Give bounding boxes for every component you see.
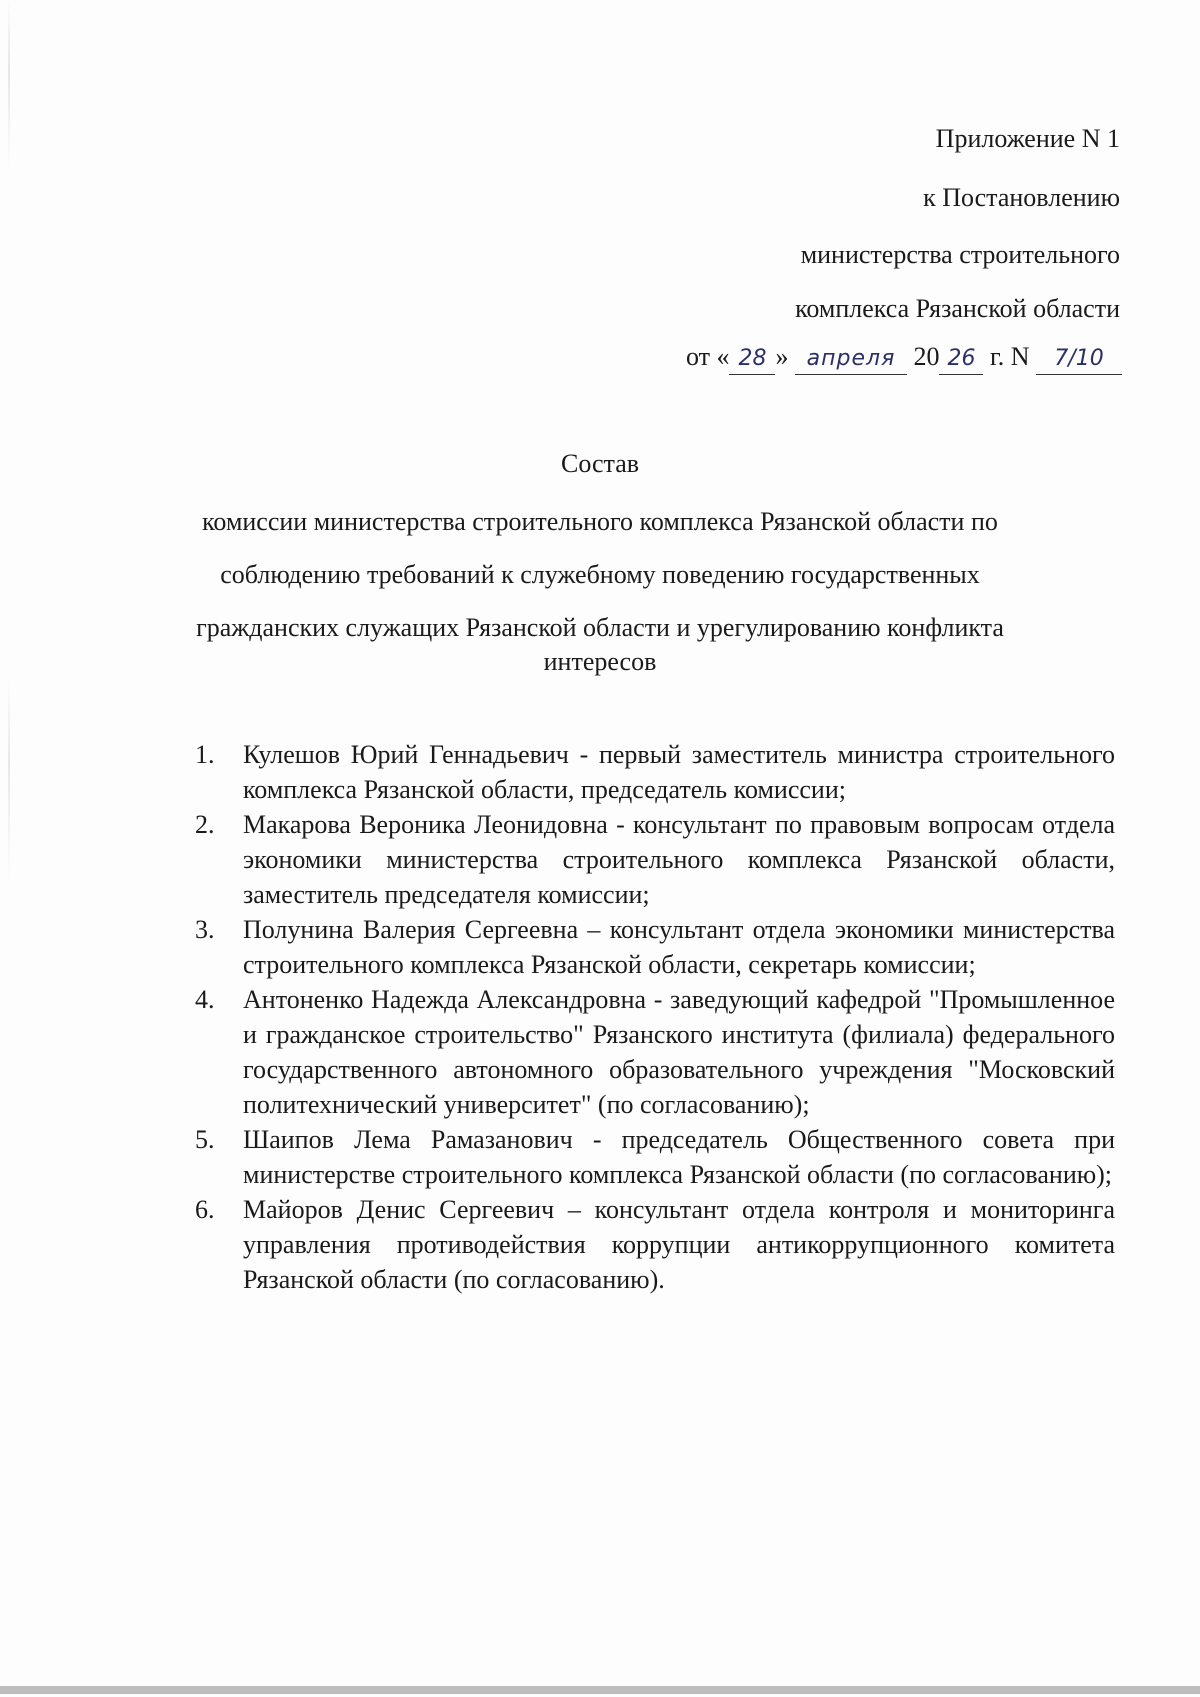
list-item-text: Кулешов Юрий Геннадьевич - первый заместитель министра строительного комплекса Рязанской области, председатель комиссии; (243, 740, 1115, 804)
list-item-number: 5. (195, 1125, 215, 1154)
list-item-text: Полунина Валерия Сергеевна – консультант отдела экономики министерства строительного комплекса Рязанской области, секретарь комиссии; (243, 915, 1115, 979)
list-item-text: Шаипов Лема Рамазанович - председатель Общественного совета при министерстве строительного комплекса Рязанской области (по согласованию); (243, 1125, 1115, 1189)
handwritten-year: 26 (939, 344, 983, 375)
scan-edge-left (8, 0, 10, 1697)
document-heading: Состав (560, 449, 640, 478)
list-item (195, 1122, 1115, 1192)
list-item-text: Антоненко Надежда Александровна - заведующий кафедрой "Промышленное и гражданское строительство" Рязанского института (филиала) федерального государственного автономного образовательного учреждения "Московский политехнический университет" (по согласованию); (243, 985, 1115, 1119)
heading-line-1: комиссии министерства строительного комплекса Рязанской области по (202, 507, 998, 536)
heading-line-3: гражданских служащих Рязанской области и урегулированию конфликта (196, 613, 1004, 642)
commission-members-list (195, 737, 1115, 1297)
list-item-number: 1. (195, 740, 215, 769)
list-item-number: 4. (195, 985, 215, 1014)
appendix-number: Приложение N 1 (935, 124, 1120, 153)
list-item (195, 912, 1115, 982)
date-after-day: » (775, 342, 789, 371)
list-item-number: 2. (195, 810, 215, 839)
number-label: г. N (989, 342, 1030, 371)
handwritten-month: апреля (795, 344, 907, 375)
list-item-number: 3. (195, 915, 215, 944)
year-prefix: 20 (913, 342, 940, 371)
heading-line-2: соблюдению требований к служебному поведению государственных (220, 560, 980, 589)
list-item (195, 807, 1115, 912)
list-item-text: Майоров Денис Сергеевич – консультант отдела контроля и мониторинга управления противодействия коррупции антикоррупционного комитета Рязанской области (по согласованию). (243, 1195, 1115, 1294)
appendix-ministry: министерства строительного (800, 240, 1120, 269)
list-item (195, 1192, 1115, 1297)
resolution-date-line (686, 342, 1122, 375)
date-prefix: от « (685, 342, 730, 371)
handwritten-day: 28 (729, 344, 775, 375)
list-item (195, 982, 1115, 1122)
handwritten-number: 7/10 (1036, 344, 1122, 375)
list-item-text: Макарова Вероника Леонидовна - консультант по правовым вопросам отдела экономики министерства строительного комплекса Рязанской области, заместитель председателя комиссии; (243, 810, 1115, 909)
appendix-region: комплекса Рязанской области (795, 294, 1120, 323)
appendix-to-resolution: к Постановлению (923, 183, 1120, 212)
list-item-number: 6. (195, 1195, 215, 1224)
heading-line-4: интересов (543, 647, 657, 676)
scan-edge-bottom (0, 1686, 1200, 1694)
list-item (195, 737, 1115, 807)
